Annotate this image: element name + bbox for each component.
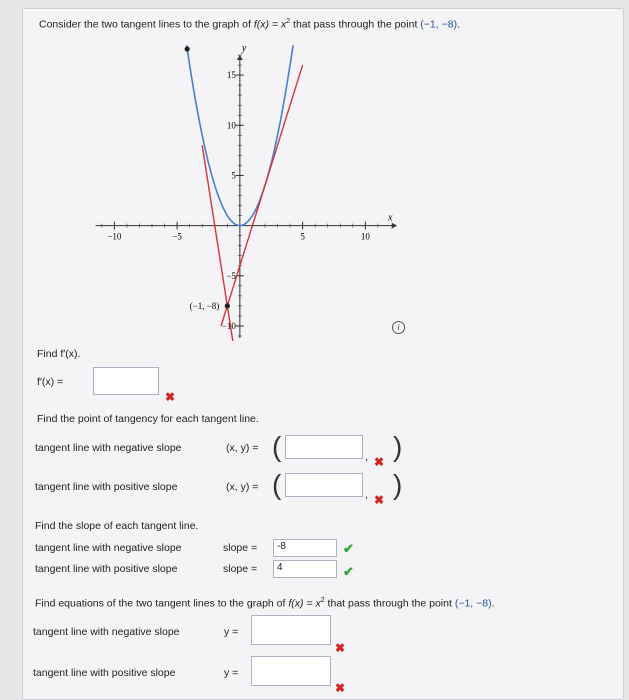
fprime-input[interactable] xyxy=(93,367,159,395)
comma: , xyxy=(365,489,368,501)
equations-heading-function: f(x) = x xyxy=(288,597,321,610)
y-axis-arrow xyxy=(237,55,243,60)
tangency-pos-input[interactable] xyxy=(285,473,363,497)
tangency-pos-eq: (x, y) = xyxy=(226,481,259,493)
graph-axes xyxy=(96,45,397,338)
equation-pos-input[interactable] xyxy=(251,656,331,686)
x-tick-label: −10 xyxy=(107,231,122,242)
prompt-function: f(x) = x xyxy=(253,18,287,31)
slope-pos-correct-mark: ✔ xyxy=(343,564,354,579)
slope-neg-correct-mark: ✔ xyxy=(343,541,354,556)
slope-pos-eq: slope = xyxy=(223,563,258,575)
line-endpoint xyxy=(185,46,190,51)
equations-heading-point: (−1, −8) xyxy=(454,597,492,610)
slope-pos-label: tangent line with positive slope xyxy=(35,563,178,575)
y-tick-label: 5 xyxy=(231,170,236,181)
info-icon[interactable]: i xyxy=(392,321,405,334)
slope-neg-eq: slope = xyxy=(223,542,258,554)
x-tick-label: 5 xyxy=(300,231,305,242)
fprime-wrong-mark: ✖ xyxy=(165,390,176,404)
tangent-graph xyxy=(83,45,403,341)
equation-neg-input[interactable] xyxy=(251,615,331,645)
graph-curves xyxy=(187,45,303,341)
equations-heading-start: Find equations of the two tangent lines to the graph of xyxy=(35,597,289,610)
y-tick-label: −5 xyxy=(226,270,236,281)
x-axis-arrow xyxy=(392,223,397,229)
tangency-heading: Find the point of tangency for each tangent line. xyxy=(37,413,259,425)
comma: , xyxy=(365,451,368,463)
tangency-neg-eq: (x, y) = xyxy=(226,442,259,454)
prompt-end: . xyxy=(457,18,460,31)
equations-heading-mid: that pass through the point xyxy=(324,597,455,610)
x-tick-label: 10 xyxy=(360,231,370,242)
tangency-pos-wrong-mark: ✖ xyxy=(374,493,385,507)
equation-pos-label: tangent line with positive slope xyxy=(33,667,176,679)
equations-heading-end: . xyxy=(491,597,495,610)
slope-neg-input[interactable]: -8 xyxy=(273,539,337,557)
slope-neg-label: tangent line with negative slope xyxy=(35,542,182,554)
x-axis-label: x xyxy=(387,212,393,224)
y-tick-label: 10 xyxy=(226,120,236,131)
tangency-pos-label: tangent line with positive slope xyxy=(35,481,178,493)
close-paren: ) xyxy=(393,431,403,462)
question-card xyxy=(22,8,624,700)
equation-neg-wrong-mark: ✖ xyxy=(335,641,346,655)
open-paren: ( xyxy=(272,431,282,462)
tangency-neg-wrong-mark: ✖ xyxy=(374,455,385,469)
equation-pos-wrong-mark: ✖ xyxy=(335,681,346,695)
close-paren: ) xyxy=(393,469,403,500)
fprime-label: f′(x) = xyxy=(37,376,64,388)
y-axis-label: y xyxy=(241,45,247,55)
given-point xyxy=(225,303,230,308)
y-tick-label: −10 xyxy=(221,320,236,331)
prompt-mid: that pass through the point xyxy=(290,18,421,31)
prompt-point: (−1, −8) xyxy=(420,18,458,31)
given-point-label: (−1, −8) xyxy=(189,300,220,311)
equations-heading-exponent: 2 xyxy=(320,597,325,604)
open-paren: ( xyxy=(272,469,282,500)
tangency-neg-input[interactable] xyxy=(285,435,363,459)
tangent-line-positive xyxy=(221,65,303,326)
slope-pos-input[interactable]: 4 xyxy=(273,560,337,578)
tangency-neg-label: tangent line with negative slope xyxy=(35,442,182,454)
fprime-heading: Find f′(x). xyxy=(37,348,81,360)
equation-neg-eq: y = xyxy=(224,626,239,638)
prompt-start: Consider the two tangent lines to the graph of xyxy=(39,18,254,31)
equation-neg-label: tangent line with negative slope xyxy=(33,626,180,638)
equation-pos-eq: y = xyxy=(224,667,239,679)
equations-heading xyxy=(35,597,495,610)
slopes-heading: Find the slope of each tangent line. xyxy=(35,520,199,532)
prompt-exponent: 2 xyxy=(286,18,291,25)
x-tick-label: −5 xyxy=(172,231,182,242)
prompt-text xyxy=(39,18,460,31)
y-tick-label: 15 xyxy=(226,70,236,81)
